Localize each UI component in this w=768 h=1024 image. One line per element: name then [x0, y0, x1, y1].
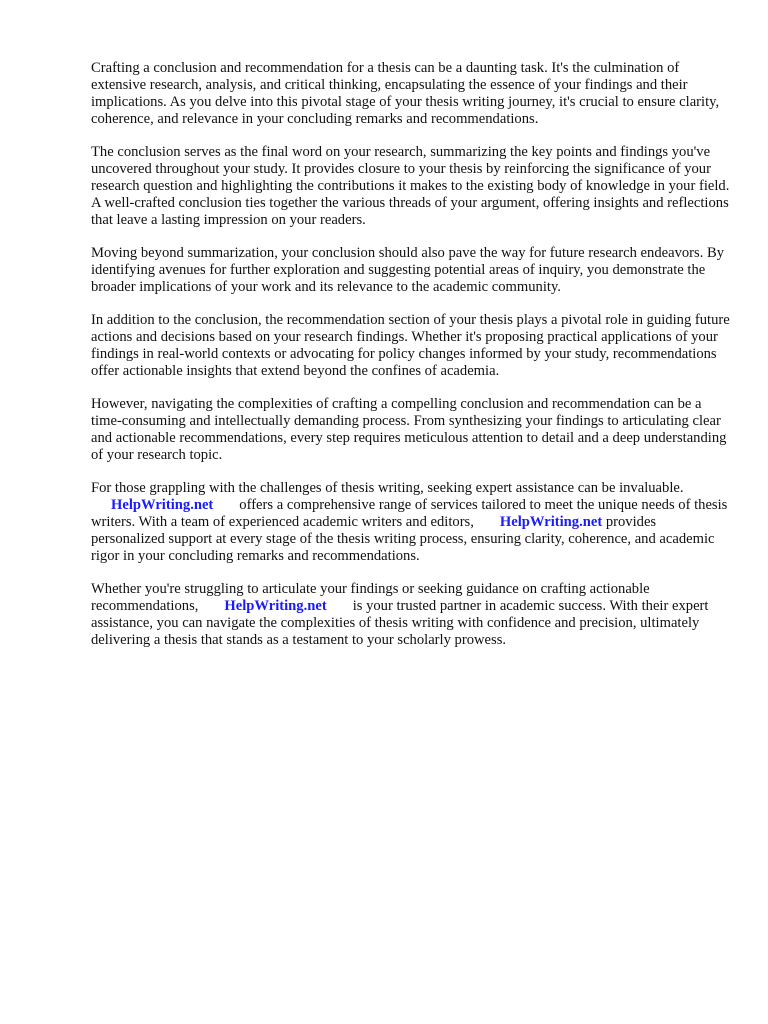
- paragraph-text: provides personalized support at every stage of the thesis writing process, ensuring clarity, coherence, and academic rigor in your concluding remarks and recommendations.: [91, 514, 715, 564]
- document-body: [91, 60, 731, 665]
- helpwriting-link[interactable]: HelpWriting.net: [499, 514, 603, 530]
- paragraph-future-research: Moving beyond summarization, your conclusion should also pave the way for future research endeavors. By identifying avenues for further exploration and suggesting potential areas of inquiry, you demonstrate the broader implications of your work and its relevance to the academic community.: [91, 245, 725, 295]
- paragraph-complexities: However, navigating the complexities of crafting a compelling conclusion and recommendation can be a time-consuming and intellectually demanding process. From synthesizing your findings to articulating clear and actionable recommendations, every step requires meticulous attention to detail and a deep understanding of your research topic.: [91, 396, 727, 463]
- paragraph-expert-assistance: [91, 480, 731, 565]
- paragraph-text: is your trusted partner in academic success. With their expert assistance, you can navigate the complexities of thesis writing with confidence and precision, ultimately delivering a thesis that stands as a testament to your scholarly prowess.: [91, 598, 709, 648]
- paragraph-text: For those grappling with the challenges of thesis writing, seeking expert assistance can be invaluable.: [91, 480, 684, 496]
- helpwriting-link[interactable]: HelpWriting.net: [111, 497, 214, 513]
- paragraph-intro: Crafting a conclusion and recommendation for a thesis can be a daunting task. It's the culmination of extensive research, analysis, and critical thinking, encapsulating the essence of your findings and their implications. As you delve into this pivotal stage of your thesis writing journey, it's crucial to ensure clarity, coherence, and relevance in your concluding remarks and recommendations.: [91, 60, 720, 127]
- paragraph-closing: [91, 581, 731, 649]
- paragraph-recommendation: In addition to the conclusion, the recommendation section of your thesis plays a pivotal role in guiding future actions and decisions based on your research findings. Whether it's proposing practical applications of your findings in real-world contexts or advocating for policy changes informed by your study, recommendations offer actionable insights that extend beyond the confines of academia.: [91, 312, 730, 379]
- paragraph-text: offers a comprehensive range of services tailored to meet the unique needs of thesis writers. With a team of experienced academic writers and editors,: [91, 497, 728, 530]
- paragraph-text: Whether you're struggling to articulate your findings or seeking guidance on crafting actionable recommendations,: [91, 581, 650, 614]
- paragraph-conclusion: The conclusion serves as the final word on your research, summarizing the key points and findings you've uncovered throughout your study. It provides closure to your thesis by reinforcing the significance of your research question and highlighting the contributions it makes to the existing body of knowledge in your field. A well-crafted conclusion ties together the various threads of your argument, offering insights and reflections that leave a lasting impression on your readers.: [91, 144, 730, 228]
- helpwriting-link[interactable]: HelpWriting.net: [224, 598, 327, 614]
